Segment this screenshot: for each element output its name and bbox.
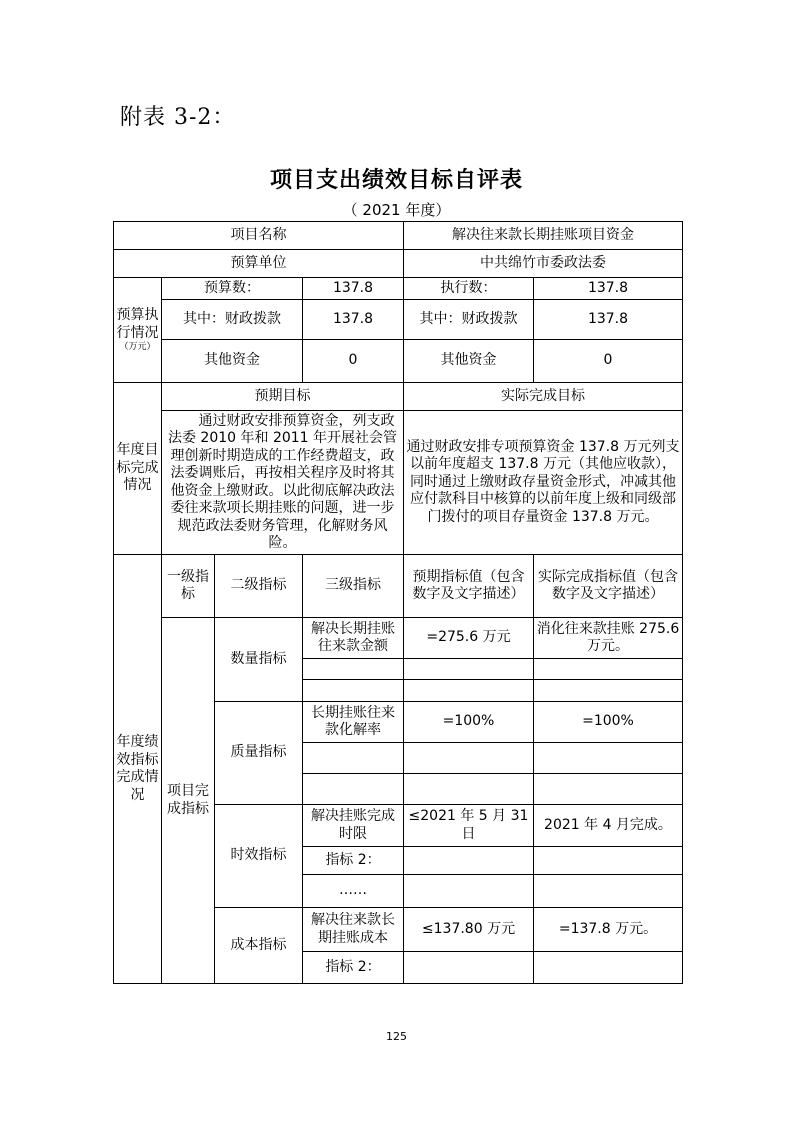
indicator-expected [404,847,534,875]
indicator-expected [404,680,534,702]
indicator-name: 解决长期挂账往来款金额 [303,618,404,659]
col-level2: 二级指标 [215,555,303,618]
indicator-actual [534,743,683,774]
evaluation-table [113,221,683,984]
budget-amount-label: 预算数： [162,278,303,300]
indicator-expected [404,743,534,774]
indicator-actual: 消化往来款挂账 275.6 万元。 [534,618,683,659]
indicator-name: 指标 2： [303,952,404,984]
indicator-actual [534,774,683,805]
col-expected: 预期指标值（包含数字及文字描述） [404,555,534,618]
indicator-expected [404,875,534,908]
fiscal-row [114,300,683,340]
fiscal-budget-value: 137.8 [303,300,404,340]
col-actual: 实际完成指标值（包含数字及文字描述） [534,555,683,618]
actual-goal-header: 实际完成目标 [404,383,683,411]
project-name-label: 项目名称 [114,222,404,250]
indicator-name [303,659,404,680]
indicator-header-row [114,555,683,618]
budget-unit-row [114,250,683,278]
indicator-name: 解决挂账完成时限 [303,805,404,847]
page-number: 125 [386,1030,407,1043]
indicator-expected: =100% [404,702,534,743]
indicator-expected: ≤137.80 万元 [404,908,534,952]
indicator-name: 长期挂账往来款化解率 [303,702,404,743]
goals-header-row [114,383,683,411]
expected-goal-header: 预期目标 [162,383,404,411]
exec-amount-value: 137.8 [534,278,683,300]
indicator-name: …… [303,875,404,908]
budget-row [114,278,683,300]
fiscal-exec-value: 137.8 [534,300,683,340]
fiscal-label: 其中：财政拨款 [162,300,303,340]
indicator-expected: =275.6 万元 [404,618,534,659]
other-funds-exec-label: 其他资金 [404,340,534,383]
budget-side-label [114,278,162,383]
quantity-label: 数量指标 [215,618,303,702]
indicator-side-label: 年度绩效指标完成情况 [114,555,162,984]
fiscal-exec-label: 其中：财政拨款 [404,300,534,340]
quality-label: 质量指标 [215,702,303,805]
indicator-actual: 2021 年 4 月完成。 [534,805,683,847]
other-funds-exec: 0 [534,340,683,383]
project-name-value: 解决往来款长期挂账项目资金 [404,222,683,250]
indicator-expected [404,659,534,680]
table-row [114,618,683,659]
indicator-actual [534,659,683,680]
level1-label: 项目完成指标 [162,618,215,984]
other-funds-budget: 0 [303,340,404,383]
indicator-actual: =100% [534,702,683,743]
year-line: （ 2021 年度） [342,201,451,219]
indicator-name [303,774,404,805]
indicator-actual [534,847,683,875]
indicator-actual: =137.8 万元。 [534,908,683,952]
indicator-expected [404,952,534,984]
cost-label: 成本指标 [215,908,303,984]
budget-unit-label: 预算单位 [114,250,404,278]
indicator-expected [404,774,534,805]
goals-text-row [114,411,683,555]
col-level1: 一级指标 [162,555,215,618]
expected-goal-text: 通过财政安排预算资金，列支政法委 2010 年和 2011 年开展社会管理创新时期造成的工作经费超支，政法委调账后，再按相关程序及时将其他资金上缴财政。以此彻底解决政法委往来款项长期挂账的问题，进一步规范政法委财务管理，化解财务风险。 [162,411,404,555]
other-funds-label: 其他资金 [162,340,303,383]
budget-unit-value: 中共绵竹市委政法委 [404,250,683,278]
page-title: 项目支出绩效目标自评表 [269,168,523,193]
indicator-name: 解决往来款长期挂账成本 [303,908,404,952]
indicator-actual [534,680,683,702]
indicator-name: 指标 2： [303,847,404,875]
other-funds-row [114,340,683,383]
budget-amount-value: 137.8 [303,278,404,300]
project-name-row [114,222,683,250]
goals-side-label: 年度目标完成情况 [114,383,162,555]
budget-side-unit: （万元） [119,342,156,353]
indicator-actual [534,952,683,984]
timeliness-label: 时效指标 [215,805,303,908]
indicator-name [303,680,404,702]
budget-side-text: 预算执行情况 [116,307,159,341]
actual-goal-text: 通过财政安排专项预算资金 137.8 万元列支以前年度超支 137.8 万元（其他应收款），同时通过上缴财政存量资金形式，冲减其他应付款科目中核算的以前年度上级和同级部门拨付的项目存量资金 137.8 万元。 [404,411,683,555]
col-level3: 三级指标 [303,555,404,618]
indicator-expected: ≤2021 年 5 月 31 日 [404,805,534,847]
indicator-name [303,743,404,774]
appendix-label: 附表 3-2： [120,105,236,130]
indicator-actual [534,875,683,908]
exec-amount-label: 执行数： [404,278,534,300]
